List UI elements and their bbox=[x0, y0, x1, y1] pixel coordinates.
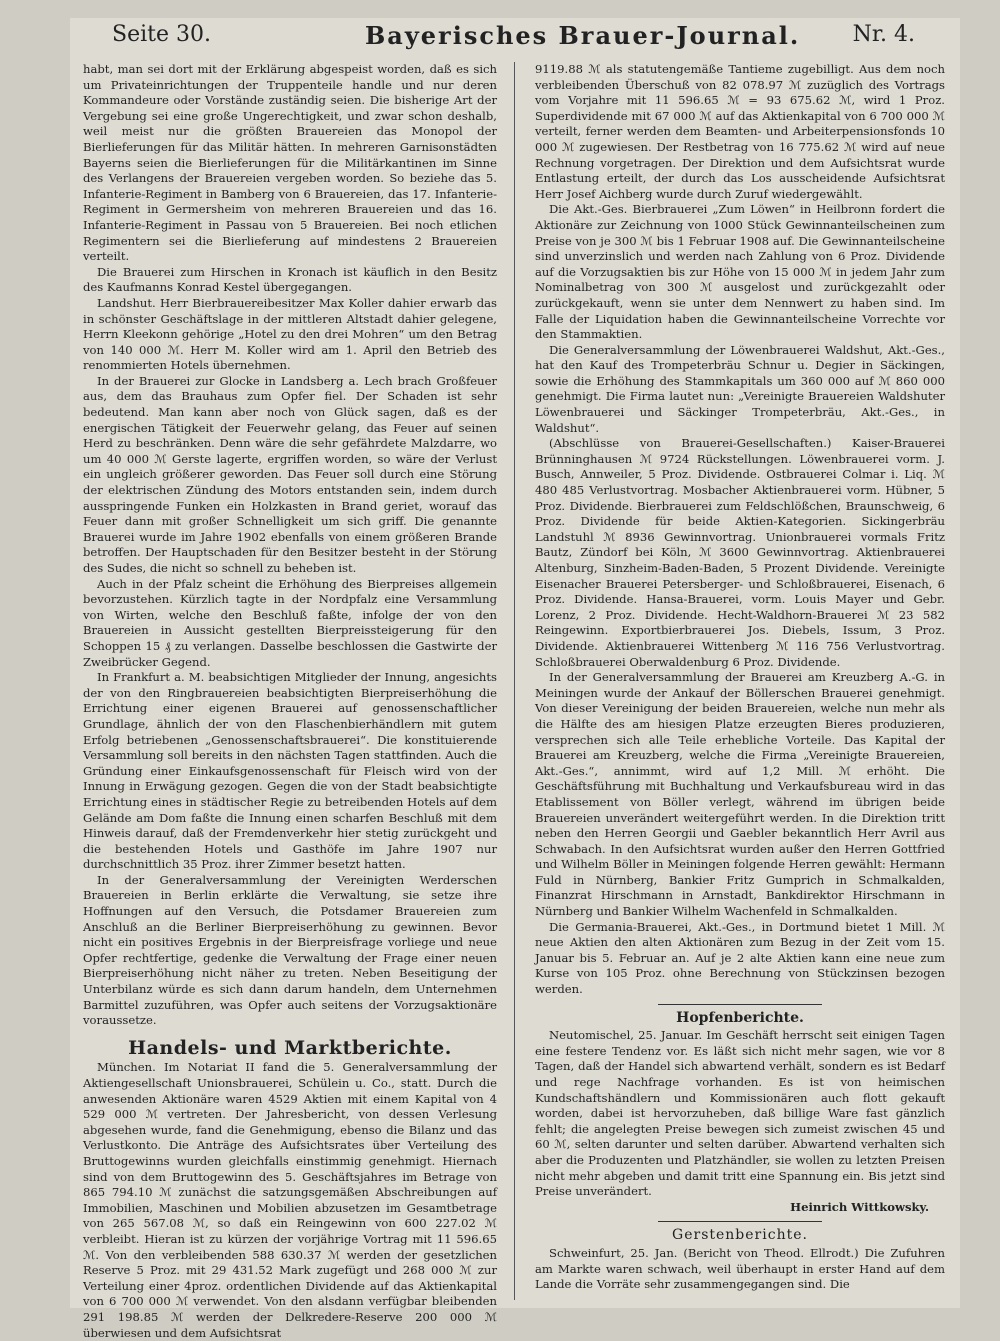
section-divider bbox=[658, 1221, 822, 1222]
article-paragraph: München. Im Notariat II fand die 5. Generalversammlung der Aktiengesellschaft Unionsbrauerei, Schülein u. Co., statt. Durch die anwesenden Aktionäre waren 4529 Aktien mit einem Kapital von 4 529 000 ℳ vertreten. Der Jahresbericht, von dessen Verlesung abgesehen wurde, fand die Genehmigung, ebenso die Bilanz und das Verlustkonto. Die Anträge des Aufsichtsrates über Verteilung des Bruttogewinns wurden gleichfalls einstimmig genehmigt. Hiernach sind von dem Bruttogewinn des 5. Geschäftsjahres im Betrage von 865 794.10 ℳ zunächst die satzungsgemäßen Abschreibungen auf Immobilien, Maschinen und Mobilien abzusetzen im Gesamtbetrage von 265 567.08 ℳ, so daß ein Reingewinn von 600 227.02 ℳ verbleibt. Hieran ist zu kürzen der vorjährige Vortrag mit 11 596.65 ℳ. Von den verbleibenden 588 630.37 ℳ werden der gesetzlichen Reserve 5 Proz. mit 29 431.52 Mark zugefügt und 268 000 ℳ zur Verteilung einer 4proz. ordentlichen Dividende auf das Aktienkapital von 6 700 000 ℳ verwendet. Von den alsdann verfügbar bleibenden 291 198.85 ℳ werden der Delkredere-Reserve 200 000 ℳ überwiesen und dem Aufsichtsrat bbox=[83, 1060, 497, 1340]
article-paragraph: In Frankfurt a. M. beabsichtigen Mitglieder der Innung, angesichts der von den Ringbrauereien beabsichtigten Bierpreiserhöhung die Errichtung einer eigenen Brauerei auf genossenschaftlicher Grundlage, ähnlich der von den Flaschenbierhändlern mit gutem Erfolg betriebenen „Genossenschaftsbrauerei“. Die konstituierende Versammlung soll bereits in den nächsten Tagen stattfinden. Auch die Gründung einer Einkaufsgenossenschaft für Fleisch wird von der Innung in Erwägung gezogen. Gegen die von der Stadt beabsichtigte Errichtung eines in städtischer Regie zu betreibenden Hotels auf dem Gelände am Dom faßte die Innung einen scharfen Beschluß mit dem Hinweis darauf, daß der Fremdenverkehr hier stetig zurückgeht und die bestehenden Hotels und Gasthöfe im Jahre 1907 nur durchschnittlich 35 Proz. ihrer Zimmer besetzt hatten. bbox=[83, 670, 497, 872]
section-divider bbox=[658, 1004, 822, 1005]
barley-report-heading: Gerstenberichte. bbox=[672, 1227, 808, 1244]
page-number: Seite 30. bbox=[112, 22, 211, 47]
left-column bbox=[83, 62, 497, 1341]
article-paragraph: Die Germania-Brauerei, Akt.-Ges., in Dortmund bietet 1 Mill. ℳ neue Aktien den alten Aktionären zum Bezug in der Zeit vom 15. Januar bis 5. Februar an. Auf je 2 alte Aktien kann eine neue zum Kurse von 105 Proz. ohne Berechnung von Stückzinsen bezogen werden. bbox=[535, 919, 945, 997]
article-paragraph: Landshut. Herr Bierbrauereibesitzer Max Koller dahier erwarb das in schönster Geschäftslage in der mittleren Altstadt dahier gelegene, Herrn Kleekonn gehörige „Hotel zu den drei Mohren“ um den Betrag von 140 000 ℳ. Herr M. Koller wird am 1. April den Betrieb des renommierten Hotels übernehmen. bbox=[83, 295, 497, 373]
barley-report-paragraph: Schweinfurt, 25. Jan. (Bericht von Theod. Ellrodt.) Die Zufuhren am Markte waren schwach, weil überhaupt in erster Hand auf dem Lande die Vorräte sehr zusammengegangen sind. Die bbox=[535, 1245, 945, 1292]
article-paragraph: Die Generalversammlung der Löwenbrauerei Waldshut, Akt.-Ges., hat den Kauf des Trompeterbräu Schnur u. Degier in Säckingen, sowie die Erhöhung des Stammkapitals um 360 000 auf ℳ 860 000 genehmigt. Die Firma lautet nun: „Vereinigte Brauereien Waldshuter Löwenbrauerei und Säckinger Trompeterbräu, Akt.-Ges., in Waldshut“. bbox=[535, 342, 945, 435]
article-paragraph: 9119.88 ℳ als statutengemäße Tantieme zugebilligt. Aus dem noch verbleibenden Überschuß von 82 078.97 ℳ zuzüglich des Vortrags vom Vorjahre mit 11 596.65 ℳ = 93 675.62 ℳ, wird 1 Proz. Superdividende mit 67 000 ℳ auf das Aktienkapital von 6 700 000 ℳ verteilt, ferner werden dem Beamten- und Arbeiterpensionsfonds 10 000 ℳ zugewiesen. Der Restbetrag von 16 775.62 ℳ wird auf neue Rechnung vorgetragen. Der Direktion und dem Aufsichtsrat wurde Entlastung erteilt, der durch das Los ausscheidende Aufsichtsrat Herr Josef Aichberg wurde durch Zuruf wiedergewählt. bbox=[535, 62, 945, 201]
hop-report-heading: Hopfenberichte. bbox=[676, 1009, 804, 1026]
journal-title: Bayerisches Brauer-Journal. bbox=[365, 21, 801, 50]
section-heading: Handels- und Marktberichte. bbox=[128, 1036, 452, 1059]
article-paragraph: In der Generalversammlung der Brauerei am Kreuzberg A.-G. in Meiningen wurde der Ankauf der Böllerschen Brauerei genehmigt. Von dieser Vereinigung der beiden Brauereien, welche nun mehr als die Hälfte des am hiesigen Platze erzeugten Bieres produzieren, versprechen sich alle Teile erhebliche Vorteile. Das Kapital der Brauerei am Kreuzberg, welche die Firma „Vereinigte Brauereien, Akt.-Ges.“, annimmt, wird auf 1,2 Mill. ℳ erhöht. Die Geschäftsführung mit Buchhaltung und Verkaufsbureau wird in das Etablissement von Böller verlegt, während im übrigen beide Brauereien unverändert weitergeführt werden. In die Direktion tritt neben den Herren Georgii und Gaebler bekanntlich Herr Avril aus Schwabach. In den Aufsichtsrat wurden außer den Herren Gottfried und Wilhelm Böller in Meiningen folgende Herren gewählt: Hermann Fuld in Nürnberg, Bankier Fritz Gumprich in Schmalkalden, Finanzrat Hirschmann in Arnstadt, Bankdirektor Hirschmann in Nürnberg und Bankier Wilhelm Wachenfeld in Schmalkalden. bbox=[535, 670, 945, 919]
article-paragraph: Die Brauerei zum Hirschen in Kronach ist käuflich in den Besitz des Kaufmanns Konrad Kestel übergegangen. bbox=[83, 264, 497, 295]
page-header bbox=[40, 16, 955, 56]
article-paragraph: In der Generalversammlung der Vereinigten Werderschen Brauereien in Berlin erklärte die Verwaltung, sie setze ihre Hoffnungen auf den Versuch, die Potsdamer Brauereien zum Anschluß an die Berliner Bierpreiserhöhung zu gewinnen. Bevor nicht ein positives Ergebnis in der Bierpreisfrage vorliege und neue Opfer rechtfertige, gedenke die Verwaltung der Frage einer neuen Bierpreiserhöhung nicht näher zu treten. Neben Beseitigung der Unterbilanz würde es sich dann darum handeln, dem Unternehmen Barmittel zuzuführen, was Opfer auch seitens der Vorzugsaktionäre voraussetze. bbox=[83, 872, 497, 1028]
article-paragraph: habt, man sei dort mit der Erklärung abgespeist worden, daß es sich um Privateinrichtungen der Truppenteile handle und nur deren Kommandeure oder Vorstände zuständig seien. Die bisherige Art der Vergebung sei eine große Ungerechtigkeit, und zwar schon deshalb, weil meist nur die größten Brauereien das Monopol der Bierlieferungen für das Militär hätten. In mehreren Garnisonstädten Bayerns seien die Bierlieferungen für die Militärkantinen im Sinne des Verlangens der Brauereien vergeben worden. So beziehe das 5. Infanterie-Regiment in Bamberg von 6 Brauereien, das 17. Infanterie-Regiment in Germersheim von mehreren Brauereien und das 16. Infanterie-Regiment in Passau von 5 Brauereien. Bei noch etlichen Regimentern sei die Bierlieferung auf mindestens 2 Brauereien verteilt. bbox=[83, 62, 497, 264]
article-paragraph: Auch in der Pfalz scheint die Erhöhung des Bierpreises allgemein bevorzustehen. Kürzlich tagte in der Nordpfalz eine Versammlung von Wirten, welche den Beschluß faßte, infolge der von den Brauereien in Aussicht gestellten Bierpreissteigerung für den Schoppen 15 ₰ zu verlangen. Dasselbe beschlossen die Gastwirte der Zweibrücker Gegend. bbox=[83, 576, 497, 669]
article-paragraph: Die Akt.-Ges. Bierbrauerei „Zum Löwen“ in Heilbronn fordert die Aktionäre zur Zeichnung von 1000 Stück Gewinnanteilscheinen zum Preise von je 300 ℳ bis 1 Februar 1908 auf. Die Gewinnanteilscheine sind unverzinslich und werden nach Zahlung von 6 Proz. Dividende auf die Vorzugsaktien bis zur Höhe von 15 000 ℳ in jedem Jahr zum Nominalbetrag von 300 ℳ ausgelost und zurückgezahlt oder zurückgekauft, wenn sie unter dem Nennwert zu haben sind. Im Falle der Liquidation haben die Gewinnanteilscheine Vorrechte vor den Stammaktien. bbox=[535, 202, 945, 342]
right-column bbox=[535, 62, 945, 1293]
article-paragraph: In der Brauerei zur Glocke in Landsberg a. Lech brach Großfeuer aus, dem das Brauhaus zum Opfer fiel. Der Schaden ist sehr bedeutend. Man kann aber noch von Glück sagen, daß es der energischen Tätigkeit der Feuerwehr gelang, das Feuer auf seinen Herd zu beschränken. Denn wäre die sehr gefährdete Malzdarre, wo um 40 000 ℳ Gerste lagerte, ergriffen worden, so wäre der Verlust ein ungleich größerer geworden. Das Feuer soll durch eine Störung der elektrischen Zündung des Motors entstanden sein, indem durch ausspringende Funken ein Holzkasten in Brand geriet, worauf das Feuer dann mit großer Schnelligkeit um sich griff. Die genannte Brauerei wurde im Jahre 1902 ebenfalls von einem größeren Brande betroffen. Der Hauptschaden für den Besitzer besteht in der Störung des Sudes, die nicht so schnell zu beheben ist. bbox=[83, 373, 497, 575]
issue-number: Nr. 4. bbox=[852, 22, 915, 47]
hop-report-paragraph: Neutomischel, 25. Januar. Im Geschäft herrscht seit einigen Tagen eine festere Tendenz vor. Es läßt sich nicht mehr sagen, wie vor 8 Tagen, daß der Handel sich abwartend verhält, sondern es ist Bedarf und rege Nachfrage vorhanden. Es ist von heimischen Kundschaftshändlern und Kommissionären auch flott gekauft worden, dabei ist hervorzuheben, daß billige Ware fast gänzlich fehlt; die angelegten Preise bewegen sich zumeist zwischen 45 und 60 ℳ, selten darunter und selten darüber. Abwartend verhalten sich aber die Produzenten und Platzhändler, sie wollen zu letzten Preisen nicht mehr abgeben und damit tritt eine Spannung ein. Bis jetzt sind Preise unverändert. bbox=[535, 1028, 945, 1199]
hop-report-signature: Heinrich Wittkowsky. bbox=[790, 1199, 929, 1214]
article-paragraph: (Abschlüsse von Brauerei-Gesellschaften.) Kaiser-Brauerei Brünninghausen ℳ 9724 Rückstellungen. Löwenbrauerei vorm. J. Busch, Annweiler, 5 Proz. Dividende. Ostbrauerei Colmar i. Liq. ℳ 480 485 Verlustvortrag. Mosbacher Aktienbrauerei vorm. Hübner, 5 Proz. Dividende. Bierbrauerei zum Feldschlößchen, Braunschweig, 6 Proz. Dividende für beide Aktien-Kategorien. Sickingerbräu Landstuhl ℳ 8936 Gewinnvortrag. Unionbrauerei vormals Fritz Bautz, Zündorf bei Köln, ℳ 3600 Gewinnvortrag. Aktienbrauerei Altenburg, Sinzheim-Baden-Baden, 5 Prozent Dividende. Vereinigte Eisenacher Brauerei Petersberger- und Schloßbrauerei, Eisenach, 6 Proz. Dividende. Hansa-Brauerei, vorm. Louis Mayer und Gebr. Lorenz, 2 Proz. Dividende. Hecht-Waldhorn-Brauerei ℳ 23 582 Reingewinn. Exportbierbrauerei Jos. Diebels, Issum, 3 Proz. Dividende. Aktienbrauerei Wittenberg ℳ 116 756 Verlustvortrag. Schloßbrauerei Oberwaldenburg 6 Proz. Dividende. bbox=[535, 436, 945, 669]
column-divider bbox=[514, 62, 515, 1300]
